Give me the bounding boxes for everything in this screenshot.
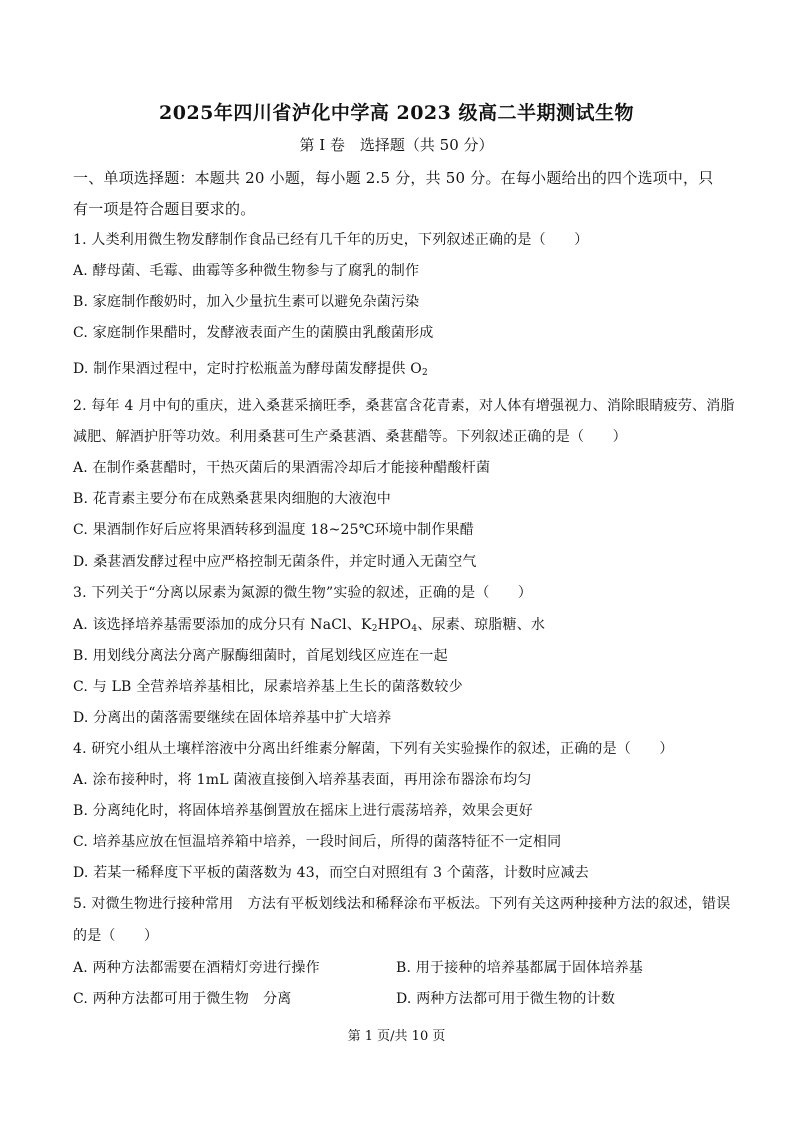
question-3-option-b: B. 用划线分离法分离产脲酶细菌时，首尾划线区应连在一起 [73, 648, 448, 664]
question-1-option-d: D. 制作果酒过程中，定时拧松瓶盖为酵母菌发酵提供 $O_2$ [73, 361, 428, 378]
question-4-option-d: D. 若某一稀释度下平板的菌落数为 43，而空白对照组有 3 个菌落，计数时应减去 [73, 865, 589, 881]
question-4-option-b: B. 分离纯化时，将固体培养基倒置放在摇床上进行震荡培养，效果会更好 [73, 803, 533, 819]
question-1-option-a: A. 酵母菌、毛霉、曲霉等多种微生物参与了腐乳的制作 [73, 263, 420, 279]
section-subtitle: 第 I 卷 选择题（共 50 分） [299, 136, 494, 154]
page-title: 2025年四川省泸化中学高 2023 级高二半期测试生物 [159, 102, 634, 124]
question-2-option-a: A. 在制作桑葚醋时，干热灭菌后的果酒需冷却后才能接种醋酸杆菌 [73, 460, 491, 476]
question-5-option-b: B. 用于接种的培养基都属于固体培养基 [396, 960, 643, 976]
question-4-stem: 4. 研究小组从土壤样溶液中分离出纤维素分解菌，下列有关实验操作的叙述，正确的是（ ） [73, 741, 674, 757]
question-2-option-d: D. 桑葚酒发酵过程中应严格控制无菌条件，并定时通入无菌空气 [73, 554, 477, 570]
question-4-option-c: C. 培养基应放在恒温培养箱中培养，一段时间后，所得的菌落特征不一定相同 [73, 834, 562, 850]
question-1-stem: 1. 人类利用微生物发酵制作食品已经有几千年的历史，下列叙述正确的是（ ） [73, 232, 589, 248]
question-2-option-c: C. 果酒制作好后应将果酒转移到温度 18~25℃环境中制作果醋 [73, 522, 474, 538]
question-5-option-a: A. 两种方法都需要在酒精灯旁进行操作 [73, 960, 320, 976]
section-instruction-line1: 一、单项选择题：本题共 20 小题，每小题 2.5 分，共 50 分。在每小题给出的四个选项中，只 [73, 169, 714, 187]
page-footer: 第 1 页/共 10 页 [347, 1029, 446, 1044]
question-5-stem-line2: 的是（ ） [73, 928, 159, 944]
question-2-stem-line1: 2. 每年 4 月中旬的重庆，进入桑葚采摘旺季，桑葚富含花青素，对人体有增强视力、消除眼睛疲劳、消脂 [73, 398, 735, 414]
question-3-option-a: A. 该选择培养基需要添加的成分只有 NaCl、$K_2HPO_4$、尿素、琼脂糖、水 [73, 617, 546, 634]
question-2-option-b: B. 花青素主要分布在成熟桑葚果肉细胞的大液泡中 [73, 491, 391, 507]
question-2-stem-line2: 减肥、解酒护肝等功效。利用桑葚可生产桑葚酒、桑葚醋等。下列叙述正确的是（ ） [73, 429, 627, 445]
question-1-option-c: C. 家庭制作果醋时，发酵液表面产生的菌膜由乳酸菌形成 [73, 325, 434, 341]
question-5-stem-line1: 5. 对微生物进行接种常用 方法有平板划线法和稀释涂布平板法。下列有关这两种接种方法的叙述，错误 [73, 896, 731, 912]
question-5-option-c: C. 两种方法都可用于微生物 分离 [73, 991, 292, 1007]
question-3-stem: 3. 下列关于“分离以尿素为氮源的微生物”实验的叙述，正确的是（ ） [73, 585, 533, 601]
section-instruction-line2: 有一项是符合题目要求的。 [73, 200, 256, 218]
question-5-option-d: D. 两种方法都可用于微生物的计数 [396, 991, 616, 1007]
question-3-option-d: D. 分离出的菌落需要继续在固体培养基中扩大培养 [73, 710, 392, 726]
question-1-option-b: B. 家庭制作酸奶时，加入少量抗生素可以避免杂菌污染 [73, 294, 420, 310]
question-4-option-a: A. 涂布接种时，将 1mL 菌液直接倒入培养基表面，再用涂布器涂布均匀 [73, 772, 532, 788]
question-3-option-c: C. 与 LB 全营养培养基相比，尿素培养基上生长的菌落数较少 [73, 679, 463, 695]
